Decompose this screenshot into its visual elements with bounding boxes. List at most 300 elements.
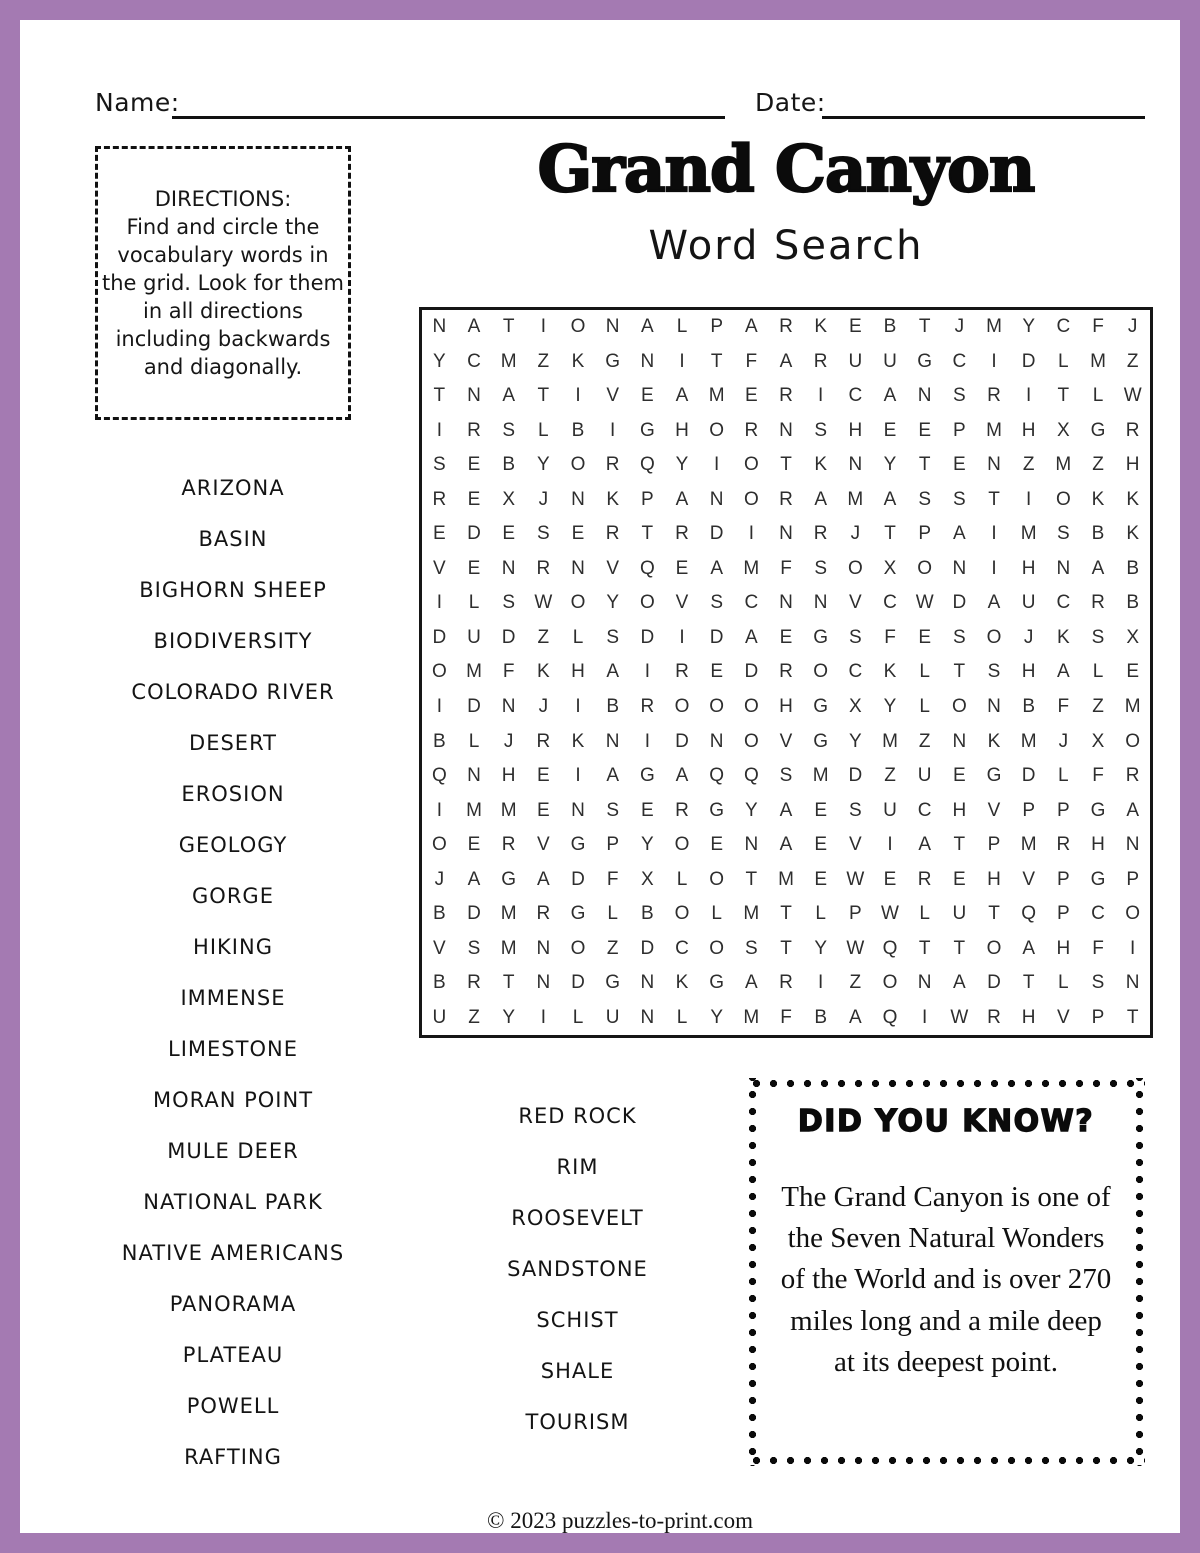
- grid-letter: O: [1125, 730, 1141, 752]
- grid-letter: L: [815, 903, 826, 925]
- grid-letter: M: [500, 903, 517, 925]
- grid-letter: E: [536, 799, 550, 821]
- grid-letter: P: [1056, 799, 1070, 821]
- grid-letter: R: [675, 523, 689, 545]
- grid-letter: R: [917, 868, 932, 890]
- grid-letter: T: [1057, 385, 1070, 407]
- grid-letter: O: [813, 661, 829, 683]
- grid-letter: F: [780, 1006, 792, 1028]
- grid-letter: L: [572, 626, 584, 648]
- grid-letter: P: [1056, 903, 1070, 925]
- grid-letter: G: [709, 799, 725, 821]
- grid-letter: A: [779, 834, 793, 856]
- grid-letter: U: [467, 626, 481, 648]
- grid-letter: S: [1056, 523, 1070, 545]
- grid-letter: O: [570, 454, 586, 476]
- grid-letter: Z: [1022, 454, 1035, 476]
- grid-letter: I: [540, 316, 546, 338]
- grid-letter: E: [814, 834, 827, 856]
- grid-letter: E: [675, 557, 689, 579]
- grid-letter: H: [501, 765, 516, 787]
- grid-letter: O: [986, 626, 1002, 648]
- grid-letter: U: [952, 903, 967, 925]
- word-item: POWELL: [186, 1393, 280, 1418]
- grid-letter: N: [952, 730, 967, 752]
- grid-letter: L: [1092, 385, 1104, 407]
- title-block: [419, 132, 1153, 269]
- grid-letter: X: [640, 868, 654, 890]
- grid-letter: R: [605, 523, 620, 545]
- grid-letter: L: [919, 696, 930, 718]
- grid-letter: L: [711, 903, 722, 925]
- grid-letter: E: [883, 419, 897, 441]
- grid-letter: K: [675, 972, 689, 994]
- grid-letter: S: [814, 557, 827, 579]
- grid-letter: N: [536, 937, 551, 959]
- grid-letter: H: [1021, 1006, 1036, 1028]
- grid-letter: R: [744, 419, 759, 441]
- grid-letter: L: [538, 419, 549, 441]
- grid-letter: A: [675, 488, 689, 510]
- grid-letter: R: [605, 454, 620, 476]
- grid-letter: N: [779, 419, 793, 441]
- grid-letter: I: [1026, 385, 1032, 407]
- grid-letter: R: [536, 557, 551, 579]
- grid-letter: R: [813, 350, 828, 372]
- grid-letter: P: [710, 316, 723, 338]
- grid-letter: D: [467, 523, 481, 545]
- grid-letter: B: [640, 903, 654, 925]
- puzzle-grid: [419, 307, 1153, 1038]
- grid-letter: D: [501, 626, 516, 648]
- grid-letter: L: [572, 1006, 584, 1028]
- grid-letter: L: [468, 730, 480, 752]
- grid-letter: H: [1125, 454, 1140, 476]
- grid-letter: N: [917, 972, 932, 994]
- grid-letter: A: [710, 557, 723, 579]
- grid-letter: M: [1124, 696, 1141, 718]
- grid-letter: H: [779, 696, 793, 718]
- grid-letter: M: [882, 730, 898, 752]
- grid-letter: V: [779, 730, 793, 752]
- grid-letter: N: [1125, 834, 1140, 856]
- grid-letter: M: [500, 937, 517, 959]
- grid-letter: R: [1056, 834, 1071, 856]
- grid-letter: Z: [918, 730, 931, 752]
- grid-letter: L: [1058, 972, 1069, 994]
- grid-letter: I: [644, 661, 650, 683]
- grid-letter: V: [606, 557, 619, 579]
- grid-letter: E: [1126, 661, 1139, 683]
- grid-letter: S: [1091, 626, 1105, 648]
- page-background: [20, 20, 1180, 1533]
- grid-letter: N: [1125, 972, 1140, 994]
- word-item: COLORADO RIVER: [131, 679, 335, 704]
- grid-letter: A: [883, 385, 897, 407]
- grid-letter: R: [813, 523, 828, 545]
- grid-letter: N: [571, 799, 585, 821]
- grid-letter: O: [743, 454, 759, 476]
- word-item: MORAN POINT: [152, 1087, 314, 1112]
- grid-letter: Y: [848, 730, 862, 752]
- grid-letter: H: [987, 868, 1001, 890]
- grid-letter: R: [501, 834, 516, 856]
- grid-letter: R: [987, 1006, 1001, 1028]
- grid-letter: G: [813, 626, 829, 648]
- grid-letter: F: [780, 557, 792, 579]
- grid-letter: G: [1090, 799, 1106, 821]
- grid-letter: A: [606, 661, 619, 683]
- grid-letter: K: [1091, 488, 1105, 510]
- word-item: BASIN: [198, 526, 268, 551]
- word-list-middle: [450, 1090, 705, 1447]
- grid-letter: O: [917, 557, 933, 579]
- grid-letter: Y: [883, 696, 897, 718]
- grid-letter: Z: [468, 1006, 480, 1028]
- grid-letter: Y: [744, 799, 758, 821]
- grid-letter: G: [605, 972, 621, 994]
- grid-letter: J: [1023, 626, 1034, 648]
- grid-letter: N: [779, 523, 793, 545]
- grid-letter: H: [1021, 557, 1036, 579]
- grid-letter: A: [467, 868, 481, 890]
- grid-letter: D: [952, 592, 967, 614]
- grid-letter: F: [1057, 696, 1070, 718]
- grid-letter: M: [986, 419, 1002, 441]
- word-list-left: [95, 462, 371, 1482]
- grid-letter: R: [1091, 592, 1105, 614]
- grid-letter: J: [954, 316, 965, 338]
- grid-letter: J: [538, 488, 549, 510]
- grid-letter: P: [1126, 868, 1139, 890]
- grid-letter: A: [987, 592, 1001, 614]
- grid-letter: M: [500, 799, 517, 821]
- grid-letter: E: [918, 419, 931, 441]
- word-item: DESERT: [189, 730, 277, 755]
- grid-letter: W: [915, 592, 934, 614]
- grid-letter: T: [988, 903, 1000, 925]
- directions-body: Find and circle the vocabulary words in the grid. Look for them in all directions including backwards and diagonally.: [102, 215, 344, 379]
- grid-letter: S: [502, 592, 515, 614]
- grid-letter: M: [1020, 834, 1037, 856]
- grid-letter: B: [1126, 557, 1139, 579]
- grid-letter: N: [987, 454, 1001, 476]
- grid-letter: E: [744, 385, 758, 407]
- grid-letter: K: [814, 454, 827, 476]
- grid-letter: G: [639, 765, 655, 787]
- grid-letter: A: [675, 765, 689, 787]
- grid-letter: B: [432, 730, 446, 752]
- grid-letter: V: [432, 557, 446, 579]
- grid-letter: I: [436, 592, 442, 614]
- grid-letter: C: [952, 350, 967, 372]
- grid-letter: D: [848, 765, 863, 787]
- grid-letter: N: [571, 488, 585, 510]
- grid-letter: C: [883, 592, 897, 614]
- grid-letter: M: [743, 1006, 760, 1028]
- grid-letter: D: [987, 972, 1001, 994]
- grid-letter: Y: [606, 592, 619, 614]
- grid-letter: Y: [675, 454, 689, 476]
- grid-letter: T: [780, 454, 792, 476]
- grid-letter: F: [502, 661, 515, 683]
- grid-letter: A: [640, 316, 654, 338]
- grid-letter: N: [952, 557, 967, 579]
- grid-letter: F: [884, 626, 896, 648]
- grid-letter: L: [1058, 765, 1069, 787]
- grid-letter: A: [883, 488, 897, 510]
- grid-letter: R: [432, 488, 447, 510]
- grid-letter: N: [640, 1006, 655, 1028]
- grid-letter: C: [744, 592, 759, 614]
- grid-letter: V: [675, 592, 689, 614]
- grid-letter: A: [1056, 661, 1070, 683]
- grid-letter: Y: [814, 937, 827, 959]
- grid-letter: G: [639, 419, 655, 441]
- grid-letter: D: [640, 937, 655, 959]
- grid-letter: E: [467, 834, 481, 856]
- grid-letter: W: [534, 592, 553, 614]
- grid-letter: Q: [882, 937, 898, 959]
- grid-letter: H: [1021, 661, 1036, 683]
- word-item: MULE DEER: [167, 1138, 299, 1163]
- grid-letter: H: [1091, 834, 1105, 856]
- grid-letter: W: [881, 903, 899, 925]
- grid-letter: A: [467, 316, 481, 338]
- grid-letter: G: [605, 350, 621, 372]
- grid-letter: G: [813, 696, 829, 718]
- grid-letter: S: [848, 799, 862, 821]
- grid-letter: S: [848, 626, 862, 648]
- grid-letter: T: [953, 834, 966, 856]
- grid-letter: S: [952, 385, 966, 407]
- grid-letter: N: [536, 972, 551, 994]
- grid-letter: O: [1055, 488, 1071, 510]
- grid-letter: B: [1126, 592, 1139, 614]
- grid-letter: I: [1026, 488, 1032, 510]
- grid-letter: N: [432, 316, 447, 338]
- did-you-know-box: [747, 1078, 1145, 1466]
- grid-letter: I: [679, 350, 685, 372]
- grid-letter: O: [431, 834, 447, 856]
- grid-letter: P: [606, 834, 619, 856]
- grid-letter: F: [1092, 316, 1104, 338]
- grid-letter: D: [467, 696, 481, 718]
- grid-letter: V: [1056, 1006, 1070, 1028]
- word-item: BIODIVERSITY: [153, 628, 313, 653]
- date-label: Date:: [755, 88, 826, 117]
- grid-letter: N: [467, 765, 481, 787]
- grid-letter: F: [1092, 937, 1104, 959]
- did-you-know-heading: DID YOU KNOW?: [797, 1104, 1095, 1139]
- grid-letter: J: [434, 868, 445, 890]
- word-item: SHALE: [540, 1358, 615, 1383]
- grid-letter: N: [917, 385, 932, 407]
- grid-letter: I: [436, 696, 442, 718]
- grid-letter: O: [847, 557, 863, 579]
- grid-letter: O: [570, 316, 586, 338]
- grid-letter: I: [887, 834, 893, 856]
- grid-letter: Q: [709, 765, 725, 787]
- directions-heading: DIRECTIONS:: [154, 187, 292, 211]
- grid-letter: A: [606, 765, 619, 787]
- grid-letter: N: [848, 454, 863, 476]
- grid-letter: T: [780, 903, 792, 925]
- grid-letter: O: [674, 834, 690, 856]
- grid-letter: R: [1125, 419, 1140, 441]
- grid-letter: R: [675, 661, 689, 683]
- grid-letter: N: [467, 385, 481, 407]
- grid-letter: K: [536, 661, 550, 683]
- grid-letter: G: [570, 903, 586, 925]
- grid-letter: G: [917, 350, 933, 372]
- grid-letter: Z: [1126, 350, 1139, 372]
- grid-letter: T: [918, 454, 931, 476]
- grid-letter: J: [1127, 316, 1138, 338]
- grid-letter: D: [709, 523, 724, 545]
- grid-letter: O: [674, 903, 690, 925]
- grid-letter: S: [987, 661, 1001, 683]
- grid-letter: C: [675, 937, 689, 959]
- grid-letter: O: [951, 696, 967, 718]
- grid-letter: A: [779, 350, 793, 372]
- grid-letter: E: [814, 799, 827, 821]
- directions-box: [95, 146, 351, 420]
- grid-letter: E: [432, 523, 446, 545]
- grid-letter: U: [1021, 592, 1036, 614]
- grid-letter: E: [710, 834, 723, 856]
- grid-letter: M: [812, 765, 829, 787]
- grid-letter: F: [606, 868, 619, 890]
- grid-letter: M: [986, 316, 1002, 338]
- grid-letter: O: [639, 592, 655, 614]
- grid-letter: E: [952, 765, 966, 787]
- grid-letter: R: [536, 903, 551, 925]
- grid-letter: X: [883, 557, 897, 579]
- grid-letter: W: [950, 1006, 969, 1028]
- grid-letter: M: [778, 868, 794, 890]
- grid-letter: Q: [639, 454, 655, 476]
- grid-letter: Z: [537, 626, 550, 648]
- name-fill-in-line[interactable]: [172, 92, 725, 119]
- grid-letter: M: [500, 350, 517, 372]
- grid-letter: K: [1126, 488, 1139, 510]
- grid-letter: U: [432, 1006, 447, 1028]
- grid-letter: C: [1091, 903, 1105, 925]
- grid-letter: N: [640, 972, 655, 994]
- grid-letter: T: [745, 868, 758, 890]
- grid-letter: A: [502, 385, 515, 407]
- grid-letter: T: [537, 385, 550, 407]
- grid-letter: R: [536, 730, 551, 752]
- grid-letter: Y: [502, 1006, 515, 1028]
- grid-letter: K: [987, 730, 1001, 752]
- grid-letter: Z: [1092, 696, 1104, 718]
- grid-letter: S: [814, 419, 827, 441]
- grid-letter: V: [848, 592, 862, 614]
- grid-letter: Q: [639, 557, 655, 579]
- page-subtitle: Word Search: [648, 223, 924, 269]
- grid-letter: A: [779, 799, 793, 821]
- grid-letter: A: [814, 488, 827, 510]
- grid-letter: E: [883, 868, 897, 890]
- grid-letter: H: [848, 419, 863, 441]
- word-item: NATIONAL PARK: [143, 1189, 323, 1214]
- grid-letter: I: [1130, 937, 1136, 959]
- grid-letter: M: [466, 661, 482, 683]
- grid-letter: C: [467, 350, 481, 372]
- grid-letter: V: [987, 799, 1001, 821]
- grid-letter: P: [952, 419, 966, 441]
- grid-letter: M: [466, 799, 482, 821]
- grid-letter: V: [606, 385, 619, 407]
- grid-letter: T: [884, 523, 896, 545]
- grid-letter: T: [780, 937, 792, 959]
- grid-letter: N: [813, 592, 828, 614]
- grid-letter: I: [679, 626, 685, 648]
- grid-letter: T: [641, 523, 654, 545]
- grid-letter: G: [813, 730, 829, 752]
- grid-letter: I: [575, 765, 581, 787]
- grid-letter: G: [570, 834, 586, 856]
- grid-letter: E: [467, 557, 481, 579]
- grid-letter: S: [1091, 972, 1105, 994]
- grid-letter: U: [917, 765, 932, 787]
- grid-letter: V: [848, 834, 862, 856]
- date-fill-in-line[interactable]: [822, 92, 1145, 119]
- grid-letter: Z: [606, 937, 619, 959]
- grid-letter: R: [779, 972, 793, 994]
- grid-letter: E: [571, 523, 585, 545]
- grid-letter: B: [1022, 696, 1035, 718]
- word-item: RAFTING: [184, 1444, 282, 1469]
- grid-letter: U: [883, 350, 897, 372]
- grid-letter: D: [432, 626, 447, 648]
- grid-letter: R: [640, 696, 655, 718]
- grid-letter: G: [1090, 868, 1106, 890]
- grid-letter: T: [502, 972, 515, 994]
- grid-letter: X: [502, 488, 515, 510]
- grid-letter: O: [743, 730, 759, 752]
- grid-letter: O: [709, 419, 725, 441]
- grid-letter: O: [570, 592, 586, 614]
- grid-letter: B: [883, 316, 897, 338]
- grid-letter: B: [502, 454, 515, 476]
- grid-letter: I: [991, 523, 997, 545]
- grid-letter: L: [1058, 350, 1069, 372]
- grid-letter: A: [536, 868, 550, 890]
- grid-letter: I: [714, 454, 720, 476]
- grid-letter: Y: [432, 350, 446, 372]
- grid-letter: I: [818, 385, 824, 407]
- grid-letter: H: [571, 661, 585, 683]
- grid-letter: T: [710, 350, 723, 372]
- grid-letter: J: [850, 523, 861, 545]
- grid-letter: E: [814, 868, 827, 890]
- grid-letter: S: [606, 799, 619, 821]
- grid-letter: S: [744, 937, 758, 959]
- grid-letter: K: [1056, 626, 1070, 648]
- grid-letter: T: [502, 316, 515, 338]
- grid-letter: I: [644, 730, 650, 752]
- grid-letter: M: [1055, 454, 1072, 476]
- grid-letter: E: [502, 523, 515, 545]
- grid-letter: V: [1022, 868, 1035, 890]
- grid-letter: X: [1091, 730, 1105, 752]
- grid-letter: C: [1056, 592, 1071, 614]
- grid-letter: G: [1090, 419, 1106, 441]
- grid-letter: N: [605, 316, 620, 338]
